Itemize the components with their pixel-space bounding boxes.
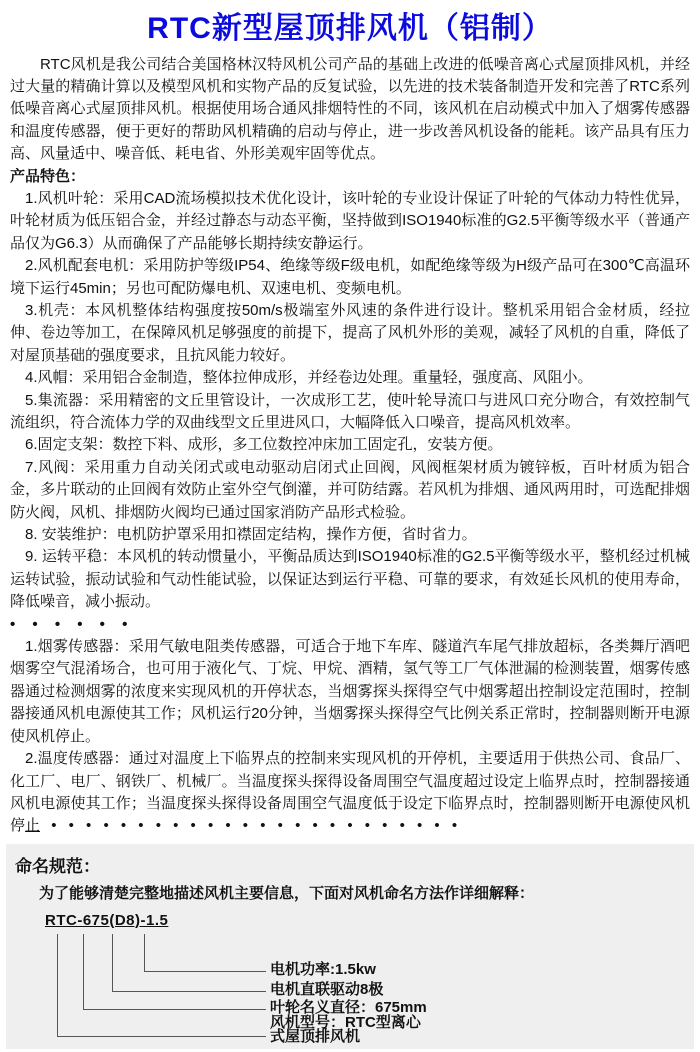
model-code: RTC-675(D8)-1.5	[45, 911, 169, 929]
feature-item-collector: 5.集流器：采用精密的文丘里管设计，一次成形工艺，使叶轮导流口与进风口充分吻合，有效控制气流组织，符合流体力学的双曲线型文丘里进风口，大幅降低入口噪音，提高风机效率。	[10, 391, 690, 431]
document-body	[0, 54, 700, 838]
label-motor-drive: 电机直联驱动8极	[270, 980, 384, 998]
temperature-sensor-last-char: 止	[25, 817, 41, 835]
temperature-sensor-paragraph	[10, 748, 690, 838]
feature-item-impeller: 1.风机叶轮：采用CAD流场模拟技术优化设计，该叶轮的专业设计保证了叶轮的气体动力特性优异，叶轮材质为低压铝合金，并经过静态与动态平衡，坚持做到ISO1940标准的G2.5平衡等级水平（普通产品仅为G6.3）从而确保了产品能够长期持续安静运行。	[10, 189, 690, 252]
model-code-diagram	[15, 912, 682, 1052]
feature-item-hood: 4.风帽：采用铝合金制造，整体拉伸成形，并经卷边处理。重量轻，强度高、风阻小。	[25, 369, 593, 387]
smoke-sensor-paragraph: 1.烟雾传感器：采用气敏电阻类传感器，可适合于地下车库、隧道汽车尾气排放超标，各类舞厅酒吧烟雾空气混淆场合，也可用于液化气、丁烷、甲烷、酒精，氢气等工厂气体泄漏的检测装置，烟雾传感器通过检测烟雾的浓度来实现风机的开停状态，当烟雾探头探得空气中烟雾超出控制设定范围时，控制器接通风机电源使其工作；风机运行20分钟，当烟雾探头探得空气比例关系正常时，控制器则断开电源使风机停止。	[10, 638, 690, 745]
temperature-sensor-text: 2.温度传感器：通过对温度上下临界点的控制来实现风机的开停机，主要适用于供热公司、食品厂、化工厂、电厂、钢铁厂、机械厂。当温度探头探得设备周围空气温度超过设定上临界点时，控制器接通风机电源使其工作；当温度探头探得设备周围空气温度低于设定下临界点时，控制器则断开电源使风机停	[10, 750, 690, 835]
feature-item-bracket: 6.固定支架：数控下料、成形，多工位数控冲床加工固定孔，安装方便。	[25, 436, 503, 454]
separator-dots: • • • • • •	[10, 615, 130, 633]
naming-intro: 为了能够清楚完整地描述风机主要信息，下面对风机命名方法作详细解释：	[39, 884, 535, 902]
page-title: RTC新型屋顶排风机（铝制）	[147, 12, 553, 45]
feature-item-stability: 9. 运转平稳：本风机的转动惯量小，平衡品质达到ISO1940标准的G2.5平衡等级水平，整机经过机械运转试验，振动试验和气动性能试验，以保证达到运行平稳、可靠的要求，有效延长风机的使用寿命，降低噪音，减小振动。	[10, 548, 690, 611]
feature-item-damper: 7.风阀：采用重力自动关闭式或电动驱动启闭式止回阀，风阀框架材质为镀锌板，百叶材质为铝合金，多片联动的止回阀有效防止室外空气倒灌，并可防结露。若风机为排烟、通风两用时，可选配排烟防火阀，风机、排烟防火阀均已通过国家消防产品形式检验。	[10, 458, 690, 521]
feature-item-casing: 3.机壳：本风机整体结构强度按50m/s极端室外风速的条件进行设计。整机采用铝合金材质，经拉伸、卷边等加工，在保障风机足够强度的前提下，提高了风机外形的美观，减轻了风机的自重，降低了对屋顶基础的强度要求，且抗风能力较好。	[10, 301, 690, 364]
label-impeller-diameter: 叶轮名义直径：675mm	[270, 998, 427, 1016]
trailing-dots: • • • • • • • • • • • • • • • • • • • • • • • •	[40, 817, 459, 835]
label-fan-model-line2: 式屋顶排风机	[270, 1027, 361, 1045]
connector-line-motor-power	[144, 934, 266, 972]
naming-convention-section	[6, 844, 694, 1049]
naming-heading: 命名规范：	[15, 856, 100, 876]
feature-item-motor: 2.风机配套电机：采用防护等级IP54、绝缘等级F级电机，如配绝缘等级为H级产品可在300℃高温环境下运行45min；另也可配防爆电机、双速电机、变频电机。	[10, 257, 690, 297]
label-motor-power: 电机功率:1.5kw	[270, 960, 376, 978]
features-heading: 产品特色：	[10, 167, 86, 185]
intro-paragraph: RTC风机是我公司结合美国格林汉特风机公司产品的基础上改进的低噪音离心式屋顶排风机，并经过大量的精确计算以及模型风机和实物产品的反复试验，以先进的技术装备制造开发和完善了RTC系列低噪音离心式屋顶排风机。根据使用场合通风排烟特性的不同，该风机在启动模式中加入了烟雾传感器和温度传感器，便于更好的帮助风机精确的启动与停止，进一步改善风机设备的能耗。该产品具有压力高、风量适中、噪音低、耗电省、外形美观牢固等优点。	[10, 55, 690, 163]
feature-item-maintenance: 8. 安装维护：电机防护罩采用扣襟固定结构，操作方便，省时省力。	[25, 526, 477, 544]
label-fan-model-line1: 风机型号：RTC型离心	[270, 1013, 421, 1031]
